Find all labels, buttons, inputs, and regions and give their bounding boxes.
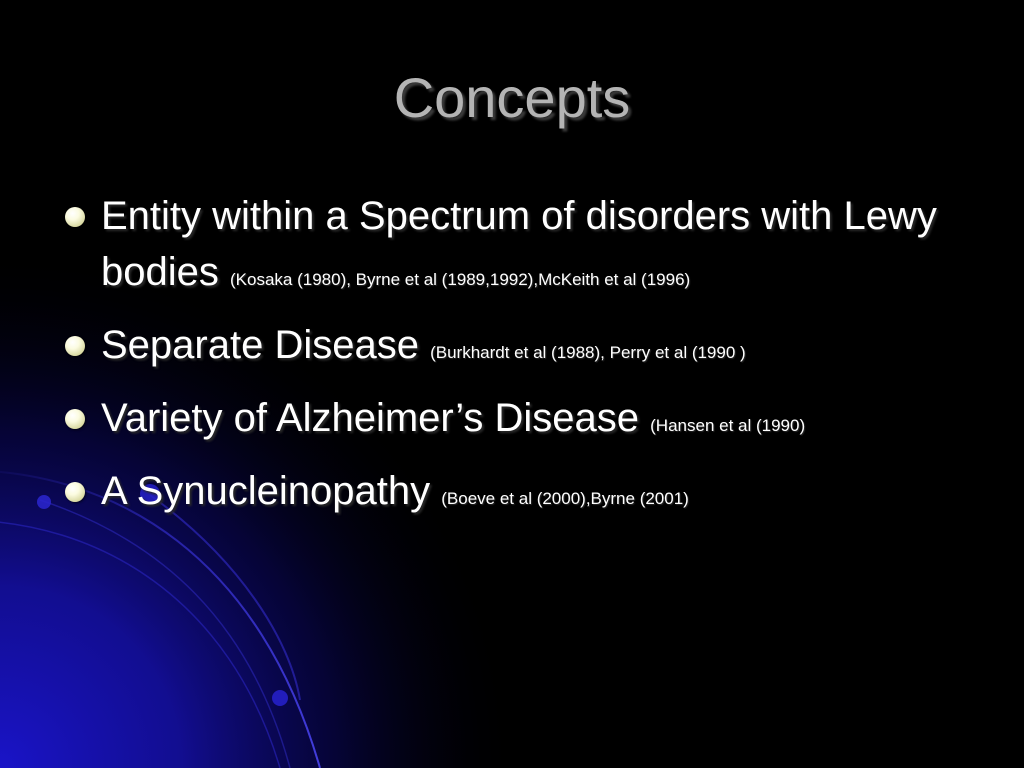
accent-dot-3 bbox=[272, 690, 288, 706]
bullet-text: Separate Disease bbox=[101, 323, 419, 367]
accent-dot-1 bbox=[37, 495, 51, 509]
bullet-dot-icon bbox=[65, 482, 85, 502]
bullet-dot-icon bbox=[65, 336, 85, 356]
bullet-item bbox=[62, 463, 962, 527]
slide-title: Concepts bbox=[393, 66, 631, 129]
bullet-item bbox=[62, 390, 962, 454]
bullet-text: A Synucleinopathy bbox=[101, 469, 431, 513]
bullet-item bbox=[62, 188, 962, 308]
bullet-item bbox=[62, 317, 962, 381]
bullet-dot-icon bbox=[65, 409, 85, 429]
bullet-citation: (Burkhardt et al (1988), Perry et al (1990 ) bbox=[430, 343, 746, 362]
bullet-dot-icon bbox=[65, 207, 85, 227]
bullet-list bbox=[62, 188, 962, 527]
bullet-citation: (Boeve et al (2000),Byrne (2001) bbox=[441, 489, 689, 508]
bullet-citation: (Kosaka (1980), Byrne et al (1989,1992),McKeith et al (1996) bbox=[230, 270, 691, 289]
bullet-text: Variety of Alzheimer’s Disease bbox=[101, 396, 640, 440]
bullet-text: Entity within a Spectrum of disorders with Lewy bodies bbox=[101, 194, 937, 294]
bullet-citation: (Hansen et al (1990) bbox=[650, 416, 806, 435]
